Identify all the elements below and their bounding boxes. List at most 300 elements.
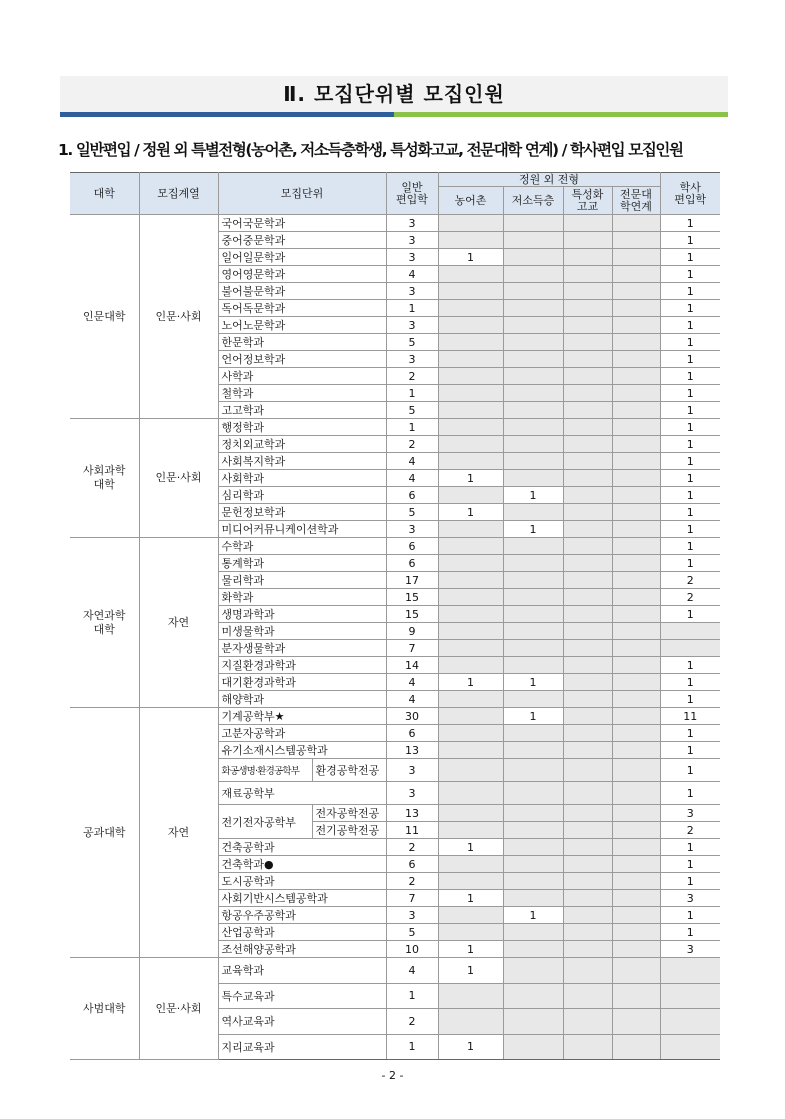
college-link-cell [612,453,660,470]
lowincome-cell [503,606,563,623]
lowincome-cell [503,300,563,317]
college-link-cell [612,924,660,941]
college-link-cell [612,856,660,873]
vocational-cell [563,1034,612,1060]
bachelor-cell: 1 [660,504,720,521]
general-cell: 10 [386,941,438,958]
lowincome-cell [503,504,563,521]
vocational-cell [563,215,612,232]
general-cell: 2 [386,368,438,385]
college-link-cell [612,572,660,589]
vocational-cell [563,958,612,984]
general-cell: 1 [386,1034,438,1060]
bachelor-cell: 1 [660,759,720,782]
general-cell: 9 [386,623,438,640]
header-rural: 농어촌 [438,187,503,215]
vocational-cell [563,1009,612,1035]
lowincome-cell [503,351,563,368]
lowincome-cell [503,742,563,759]
college-link-cell [612,873,660,890]
lowincome-cell [503,856,563,873]
general-cell: 6 [386,538,438,555]
vocational-cell [563,856,612,873]
lowincome-cell [503,805,563,822]
college-link-cell [612,249,660,266]
rural-cell [438,983,503,1009]
college-link-cell [612,504,660,521]
bachelor-cell [660,1009,720,1035]
unit-cell: 화공생명·환경공학부 [218,759,312,782]
lowincome-cell [503,839,563,856]
college-link-cell [612,300,660,317]
general-cell: 2 [386,436,438,453]
college-link-cell [612,907,660,924]
rural-cell [438,606,503,623]
bachelor-cell: 1 [660,470,720,487]
general-cell: 3 [386,317,438,334]
rural-cell [438,623,503,640]
bachelor-cell [660,1034,720,1060]
rural-cell [438,538,503,555]
bachelor-cell: 1 [660,436,720,453]
vocational-cell [563,725,612,742]
general-cell: 6 [386,856,438,873]
vocational-cell [563,538,612,555]
bachelor-cell: 1 [660,521,720,538]
vocational-cell [563,249,612,266]
lowincome-cell [503,572,563,589]
general-cell: 15 [386,589,438,606]
bachelor-cell [660,983,720,1009]
rural-cell: 1 [438,1034,503,1060]
general-cell: 30 [386,708,438,725]
bachelor-cell: 1 [660,453,720,470]
rural-cell [438,521,503,538]
table-row [70,419,720,436]
unit-cell: 독어독문학과 [218,300,386,317]
bachelor-cell [660,623,720,640]
vocational-cell [563,907,612,924]
section-bar-green [394,112,728,117]
unit-cell: 사학과 [218,368,386,385]
bachelor-cell: 11 [660,708,720,725]
college-link-cell [612,822,660,839]
vocational-cell [563,436,612,453]
vocational-cell [563,623,612,640]
rural-cell: 1 [438,890,503,907]
sub-unit-cell: 전기공학전공 [312,822,386,839]
vocational-cell [563,941,612,958]
college-link-cell [612,691,660,708]
vocational-cell [563,983,612,1009]
field-cell: 인문·사회 [139,958,218,1060]
lowincome-cell [503,691,563,708]
college-link-cell [612,283,660,300]
general-cell: 3 [386,249,438,266]
general-cell: 3 [386,215,438,232]
college-link-cell [612,606,660,623]
rural-cell [438,300,503,317]
general-cell: 11 [386,822,438,839]
bachelor-cell [660,958,720,984]
unit-cell: 사회학과 [218,470,386,487]
lowincome-cell [503,924,563,941]
vocational-cell [563,487,612,504]
vocational-cell [563,300,612,317]
college-link-cell [612,385,660,402]
header-special: 정원 외 전형 [438,173,660,187]
bachelor-cell: 2 [660,572,720,589]
rural-cell [438,924,503,941]
vocational-cell [563,924,612,941]
vocational-cell [563,589,612,606]
table-row [70,958,720,984]
rural-cell [438,742,503,759]
lowincome-cell [503,759,563,782]
general-cell: 6 [386,487,438,504]
lowincome-cell [503,941,563,958]
vocational-cell [563,419,612,436]
bachelor-cell [660,640,720,657]
lowincome-cell [503,589,563,606]
general-cell: 3 [386,521,438,538]
rural-cell [438,215,503,232]
general-cell: 3 [386,283,438,300]
lowincome-cell [503,402,563,419]
rural-cell [438,487,503,504]
college-cell: 인문대학 [70,215,139,419]
vocational-cell [563,708,612,725]
rural-cell [438,283,503,300]
rural-cell: 1 [438,941,503,958]
unit-cell: 사회복지학과 [218,453,386,470]
college-link-cell [612,708,660,725]
rural-cell [438,873,503,890]
college-link-cell [612,805,660,822]
vocational-cell [563,232,612,249]
rural-cell [438,1009,503,1035]
lowincome-cell [503,958,563,984]
section-title: Ⅱ. 모집단위별 모집인원 [60,76,728,112]
rural-cell: 1 [438,674,503,691]
college-link-cell [612,890,660,907]
table-body [70,215,720,1060]
rural-cell [438,334,503,351]
rural-cell [438,266,503,283]
table-row [70,708,720,725]
unit-cell: 건축공학과 [218,839,386,856]
bachelor-cell: 1 [660,385,720,402]
unit-cell: 특수교육과 [218,983,386,1009]
rural-cell [438,725,503,742]
bachelor-cell: 1 [660,873,720,890]
rural-cell [438,453,503,470]
general-cell: 6 [386,555,438,572]
general-cell: 4 [386,453,438,470]
lowincome-cell [503,725,563,742]
general-cell: 4 [386,674,438,691]
general-cell: 7 [386,640,438,657]
vocational-cell [563,890,612,907]
header-unit: 모집단위 [218,173,386,215]
field-cell: 자연 [139,708,218,958]
bachelor-cell: 1 [660,606,720,623]
unit-cell: 행정학과 [218,419,386,436]
unit-cell: 역사교육과 [218,1009,386,1035]
lowincome-cell [503,470,563,487]
vocational-cell [563,742,612,759]
unit-cell: 철학과 [218,385,386,402]
page-number: - 2 - [381,1069,404,1082]
general-cell: 3 [386,759,438,782]
table-row [70,538,720,555]
general-cell: 2 [386,1009,438,1035]
lowincome-cell: 1 [503,521,563,538]
unit-cell: 언어정보학과 [218,351,386,368]
college-link-cell [612,782,660,805]
vocational-cell [563,839,612,856]
general-cell: 6 [386,725,438,742]
rural-cell [438,555,503,572]
unit-cell: 심리학과 [218,487,386,504]
bachelor-cell: 1 [660,368,720,385]
rural-cell [438,385,503,402]
lowincome-cell [503,232,563,249]
rural-cell [438,351,503,368]
general-cell: 5 [386,402,438,419]
lowincome-cell [503,890,563,907]
unit-cell: 조선해양공학과 [218,941,386,958]
rural-cell [438,419,503,436]
lowincome-cell [503,1009,563,1035]
vocational-cell [563,640,612,657]
unit-cell: 불어불문학과 [218,283,386,300]
unit-cell: 문헌정보학과 [218,504,386,521]
unit-cell: 기계공학부★ [218,708,386,725]
college-cell: 사범대학 [70,958,139,1060]
college-cell: 사회과학 대학 [70,419,139,538]
table-subtitle: 1. 일반편입 / 정원 외 특별전형(농어촌, 저소득층학생, 특성화고교, 전문대학 연계) / 학사편입 모집인원 [58,141,683,159]
college-link-cell [612,1034,660,1060]
vocational-cell [563,521,612,538]
lowincome-cell [503,657,563,674]
general-cell: 5 [386,504,438,521]
rural-cell: 1 [438,470,503,487]
rural-cell [438,232,503,249]
general-cell: 5 [386,334,438,351]
lowincome-cell: 1 [503,708,563,725]
general-cell: 17 [386,572,438,589]
unit-cell: 노어노문학과 [218,317,386,334]
rural-cell: 1 [438,504,503,521]
vocational-cell [563,572,612,589]
lowincome-cell [503,1034,563,1060]
college-link-cell [612,589,660,606]
lowincome-cell [503,317,563,334]
unit-cell: 수학과 [218,538,386,555]
college-link-cell [612,640,660,657]
lowincome-cell [503,538,563,555]
lowincome-cell [503,436,563,453]
bachelor-cell: 3 [660,805,720,822]
lowincome-cell [503,368,563,385]
rural-cell [438,782,503,805]
vocational-cell [563,283,612,300]
bachelor-cell: 1 [660,419,720,436]
table-row [70,215,720,232]
bachelor-cell: 1 [660,725,720,742]
lowincome-cell [503,266,563,283]
bachelor-cell: 1 [660,782,720,805]
college-link-cell [612,232,660,249]
general-cell: 7 [386,890,438,907]
rural-cell [438,805,503,822]
lowincome-cell [503,873,563,890]
sub-unit-cell: 전자공학전공 [312,805,386,822]
general-cell: 1 [386,419,438,436]
lowincome-cell [503,249,563,266]
rural-cell [438,822,503,839]
lowincome-cell [503,453,563,470]
rural-cell: 1 [438,839,503,856]
college-cell: 자연과학 대학 [70,538,139,708]
vocational-cell [563,453,612,470]
bachelor-cell: 1 [660,538,720,555]
header-vocational: 특성화 고교 [563,187,612,215]
unit-cell: 항공우주공학과 [218,907,386,924]
bachelor-cell: 1 [660,907,720,924]
college-link-cell [612,742,660,759]
rural-cell [438,691,503,708]
rural-cell [438,708,503,725]
lowincome-cell [503,385,563,402]
field-cell: 자연 [139,538,218,708]
lowincome-cell [503,782,563,805]
general-cell: 1 [386,300,438,317]
unit-cell: 대기환경과학과 [218,674,386,691]
unit-cell: 분자생물학과 [218,640,386,657]
bachelor-cell: 1 [660,657,720,674]
unit-cell: 고고학과 [218,402,386,419]
bachelor-cell: 1 [660,317,720,334]
bachelor-cell: 1 [660,266,720,283]
vocational-cell [563,822,612,839]
college-link-cell [612,317,660,334]
vocational-cell [563,674,612,691]
unit-cell: 국어국문학과 [218,215,386,232]
rural-cell [438,657,503,674]
lowincome-cell [503,640,563,657]
bachelor-cell: 1 [660,402,720,419]
college-link-cell [612,334,660,351]
lowincome-cell [503,555,563,572]
header-lowincome: 저소득층 [503,187,563,215]
rural-cell: 1 [438,249,503,266]
unit-cell: 중어중문학과 [218,232,386,249]
header-bachelor: 학사 편입학 [660,173,720,215]
vocational-cell [563,368,612,385]
rural-cell [438,856,503,873]
bachelor-cell: 1 [660,300,720,317]
general-cell: 2 [386,839,438,856]
college-link-cell [612,623,660,640]
college-link-cell [612,470,660,487]
vocational-cell [563,334,612,351]
general-cell: 3 [386,782,438,805]
vocational-cell [563,351,612,368]
lowincome-cell [503,419,563,436]
rural-cell [438,317,503,334]
bachelor-cell: 1 [660,839,720,856]
college-link-cell [612,368,660,385]
general-cell: 4 [386,958,438,984]
college-link-cell [612,941,660,958]
unit-cell: 교육학과 [218,958,386,984]
unit-cell: 정치외교학과 [218,436,386,453]
college-link-cell [612,983,660,1009]
vocational-cell [563,504,612,521]
bachelor-cell: 2 [660,589,720,606]
section-bar-blue [60,112,394,117]
lowincome-cell [503,215,563,232]
general-cell: 1 [386,385,438,402]
unit-cell: 일어일문학과 [218,249,386,266]
lowincome-cell: 1 [503,487,563,504]
college-link-cell [612,555,660,572]
bachelor-cell: 3 [660,941,720,958]
lowincome-cell [503,283,563,300]
general-cell: 15 [386,606,438,623]
vocational-cell [563,691,612,708]
lowincome-cell [503,822,563,839]
rural-cell [438,436,503,453]
unit-cell: 해양학과 [218,691,386,708]
rural-cell: 1 [438,958,503,984]
unit-cell: 유기소재시스템공학과 [218,742,386,759]
bachelor-cell: 1 [660,555,720,572]
rural-cell [438,907,503,924]
college-cell: 공과대학 [70,708,139,958]
college-link-cell [612,725,660,742]
rural-cell [438,572,503,589]
header-college: 대학 [70,173,139,215]
bachelor-cell: 1 [660,691,720,708]
bachelor-cell: 1 [660,334,720,351]
unit-cell: 미생물학과 [218,623,386,640]
vocational-cell [563,805,612,822]
header-field: 모집계열 [139,173,218,215]
college-link-cell [612,215,660,232]
bachelor-cell: 1 [660,283,720,300]
bachelor-cell: 1 [660,487,720,504]
general-cell: 4 [386,691,438,708]
college-link-cell [612,657,660,674]
vocational-cell [563,782,612,805]
general-cell: 3 [386,232,438,249]
unit-cell: 고분자공학과 [218,725,386,742]
bachelor-cell: 1 [660,742,720,759]
vocational-cell [563,759,612,782]
general-cell: 4 [386,266,438,283]
vocational-cell [563,873,612,890]
general-cell: 5 [386,924,438,941]
college-link-cell [612,402,660,419]
vocational-cell [563,385,612,402]
college-link-cell [612,351,660,368]
field-cell: 인문·사회 [139,215,218,419]
rural-cell [438,368,503,385]
unit-cell: 물리학과 [218,572,386,589]
